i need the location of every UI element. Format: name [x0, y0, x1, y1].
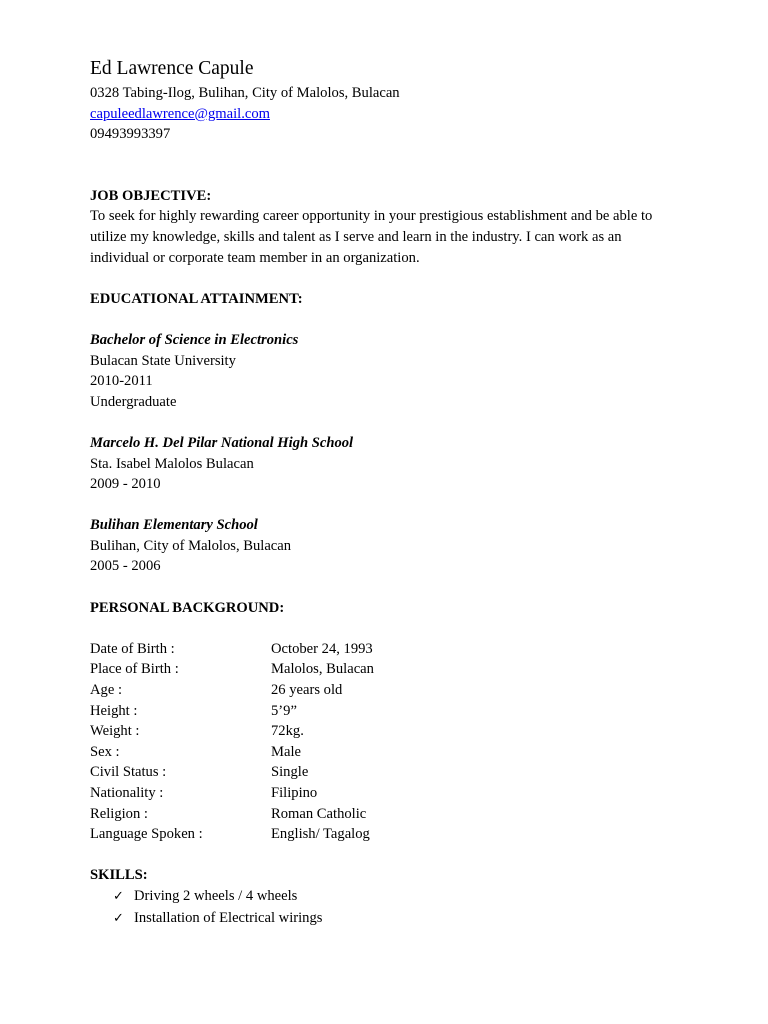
- school-detail: 2009 - 2010: [90, 476, 161, 493]
- school-detail: 2005 - 2006: [90, 558, 161, 575]
- school-name: Marcelo H. Del Pilar National High School: [90, 434, 354, 451]
- school-detail: Undergraduate: [90, 393, 177, 410]
- address: 0328 Tabing-Ilog, Bulihan, City of Malolos, Bulacan: [90, 85, 400, 101]
- personal-value: Roman Catholic: [271, 805, 367, 822]
- personal-row: [90, 659, 690, 680]
- personal-heading: PERSONAL BACKGROUND:: [90, 599, 285, 616]
- personal-label: Nationality :: [90, 785, 164, 801]
- phone-number: 09493993397: [90, 126, 171, 143]
- education-entry: [90, 433, 690, 495]
- school-detail: Bulihan, City of Malolos, Bulacan: [90, 537, 292, 554]
- personal-value: Filipino: [271, 785, 318, 801]
- objective-line: individual or corporate team member in an organization.: [90, 249, 420, 266]
- objective-line: To seek for highly rewarding career opportunity in your prestigious establishment and be able to: [90, 208, 653, 225]
- school-detail: 2010-2011: [90, 373, 153, 390]
- personal-row: [90, 742, 690, 763]
- personal-value: 5’9”: [271, 702, 297, 719]
- personal-section: [90, 598, 690, 845]
- skill-label: Driving 2 wheels / 4 wheels: [134, 887, 298, 904]
- personal-label: Place of Birth :: [90, 661, 179, 678]
- personal-row: [90, 783, 690, 804]
- resume-page: [90, 56, 690, 929]
- personal-value: Male: [271, 743, 301, 760]
- education-entry: [90, 515, 690, 577]
- personal-label: Sex :: [90, 743, 120, 760]
- personal-label: Civil Status :: [90, 764, 167, 781]
- skills-section: [90, 865, 690, 929]
- education-entry: [90, 330, 690, 412]
- personal-value: Malolos, Bulacan: [271, 661, 374, 678]
- contact-header: [90, 56, 690, 145]
- personal-label: Weight :: [90, 723, 140, 740]
- personal-label: Height :: [90, 702, 138, 719]
- personal-row: [90, 824, 690, 845]
- checkmark-icon: ✓: [113, 910, 124, 926]
- objective-section: [90, 186, 690, 268]
- school-detail: Bulacan State University: [90, 352, 236, 369]
- personal-value: 72kg.: [271, 723, 304, 740]
- skills-list: [90, 886, 690, 929]
- personal-row: [90, 639, 690, 660]
- personal-row: [90, 701, 690, 722]
- education-section: [90, 289, 690, 577]
- personal-value: Single: [271, 764, 309, 781]
- applicant-name: Ed Lawrence Capule: [90, 58, 254, 79]
- objective-heading: JOB OBJECTIVE:: [90, 187, 212, 204]
- personal-label: Language Spoken :: [90, 826, 203, 843]
- skill-item: [90, 908, 690, 930]
- checkmark-icon: ✓: [113, 888, 124, 904]
- personal-value: October 24, 1993: [271, 640, 373, 657]
- skill-item: [90, 886, 690, 908]
- personal-row: [90, 762, 690, 783]
- email-link[interactable]: capuleedlawrence@gmail.com: [90, 105, 270, 122]
- personal-row: [90, 680, 690, 701]
- school-detail: Sta. Isabel Malolos Bulacan: [90, 455, 254, 472]
- school-name: Bachelor of Science in Electronics: [90, 331, 299, 348]
- personal-label: Religion :: [90, 805, 148, 822]
- personal-label: Date of Birth :: [90, 640, 175, 657]
- personal-table: [90, 639, 690, 845]
- personal-value: 26 years old: [271, 682, 343, 699]
- skills-heading: SKILLS:: [90, 867, 148, 884]
- skill-label: Installation of Electrical wirings: [134, 909, 323, 926]
- personal-row: [90, 804, 690, 825]
- school-name: Bulihan Elementary School: [90, 517, 258, 534]
- personal-label: Age :: [90, 682, 123, 699]
- personal-value: English/ Tagalog: [271, 826, 370, 843]
- education-heading: EDUCATIONAL ATTAINMENT:: [90, 290, 303, 307]
- personal-row: [90, 721, 690, 742]
- objective-line: utilize my knowledge, skills and talent as I serve and learn in the industry. I can work as an: [90, 228, 622, 245]
